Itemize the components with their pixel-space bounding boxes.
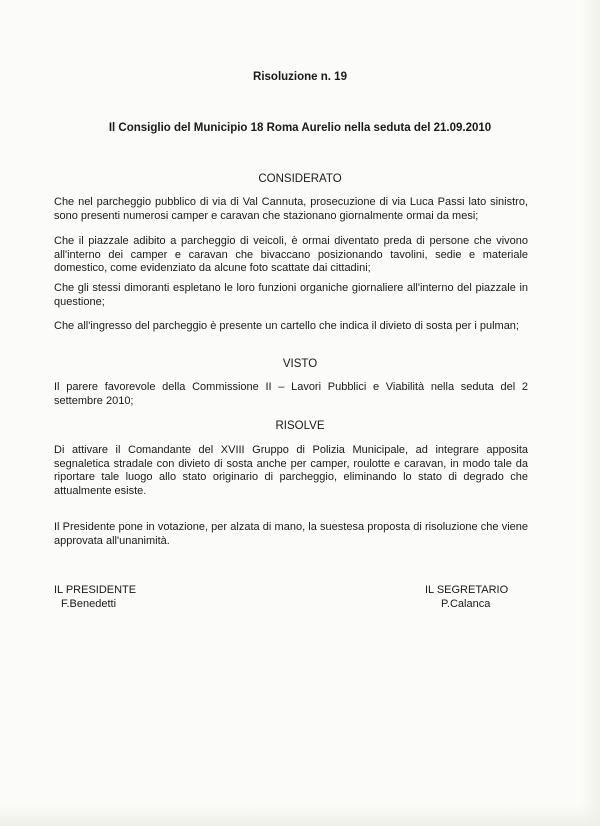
section-heading-risolve: RISOLVE	[275, 420, 325, 432]
section-heading-considerato: CONSIDERATO	[258, 173, 342, 185]
secretary-signature-block	[425, 583, 508, 611]
secretary-name: P.Calanca	[441, 598, 491, 610]
president-signature-block	[54, 583, 136, 611]
page-edge-shadow-bottom	[0, 804, 600, 826]
section-heading-visto: VISTO	[282, 358, 318, 370]
document-subtitle: Il Consiglio del Municipio 18 Roma Aurelio nella seduta del 21.09.2010	[108, 122, 492, 134]
secretary-title: IL SEGRETARIO	[425, 584, 509, 596]
page-edge-shadow-right	[580, 0, 600, 826]
considerato-paragraph-4: Che all'ingresso del parcheggio è presente un cartello che indica il divieto di sosta per i pulman;	[54, 320, 519, 332]
vote-paragraph: Il Presidente pone in votazione, per alzata di mano, la suestesa proposta di risoluzione che viene approvata all'unanimità.	[54, 521, 528, 547]
president-name: F.Benedetti	[61, 598, 117, 610]
considerato-paragraph-2: Che il piazzale adibito a parcheggio di veicoli, è ormai diventato preda di persone che vivono all'interno dei camper e caravan che bivaccano posizionando tavolini, sedie e materiale domestico, come evidenziato da alcune foto scattate dai cittadini;	[54, 235, 528, 275]
considerato-paragraph-1: Che nel parcheggio pubblico di via di Val Cannuta, prosecuzione di via Luca Passi lato sinistro, sono presenti numerosi camper e caravan che stazionano giornalmente ormai da mesi;	[54, 196, 528, 222]
document-title: Risoluzione n. 19	[253, 71, 347, 83]
president-title: IL PRESIDENTE	[54, 584, 137, 596]
considerato-paragraph-3: Che gli stessi dimoranti espletano le loro funzioni organiche giornaliere all'interno del piazzale in questione;	[54, 282, 528, 308]
visto-paragraph: Il parere favorevole della Commissione II – Lavori Pubblici e Viabilità nella seduta del 2 settembre 2010;	[54, 381, 528, 407]
risolve-paragraph: Di attivare il Comandante del XVIII Gruppo di Polizia Municipale, ad integrare apposita segnaletica stradale con divieto di sosta anche per camper, roulotte e caravan, in modo tale da riportare tale luogo allo stato originario di parcheggio, eliminando lo stato di degrado che attualmente esiste.	[54, 444, 528, 497]
